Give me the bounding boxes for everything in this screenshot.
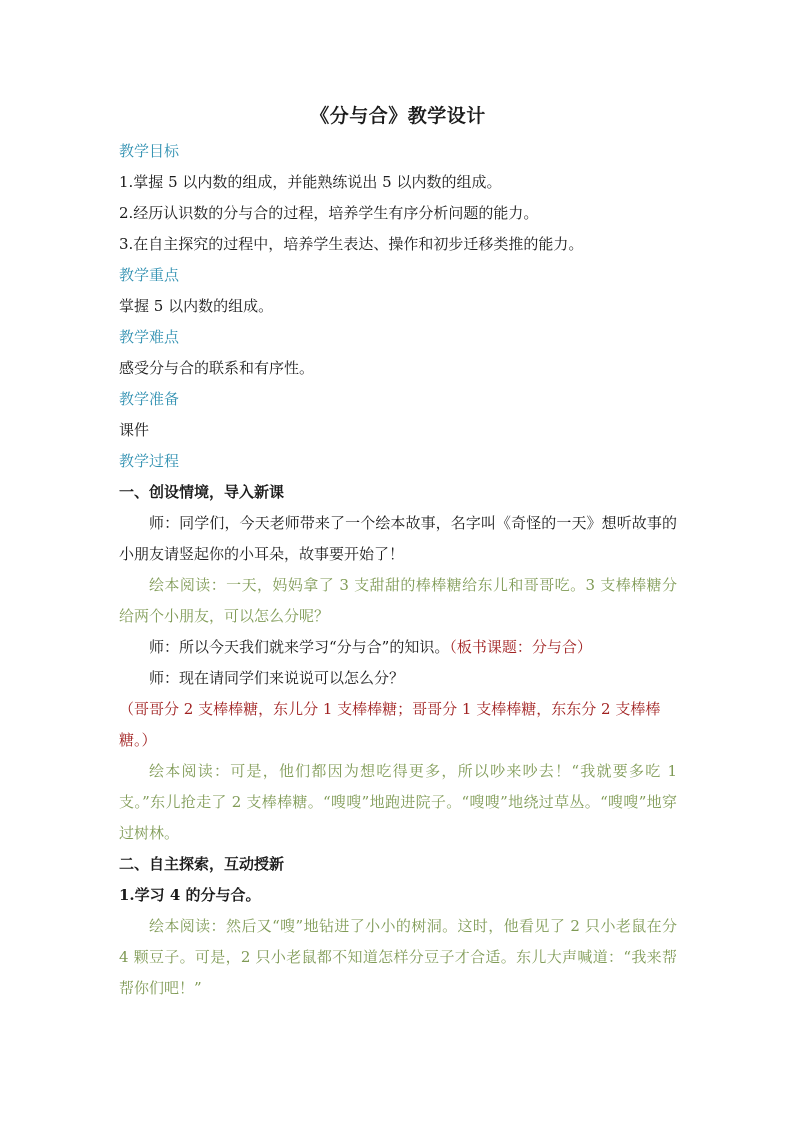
part2-subheading: 1.学习 4 的分与合。 [119,886,261,904]
key-points-heading: 教学重点 [119,266,180,284]
difficulty-text: 感受分与合的联系和有序性。 [119,359,315,377]
process-heading: 教学过程 [119,452,180,470]
difficulty-heading: 教学难点 [119,328,180,346]
story-paragraph: 绘本阅读：可是，他们都因为想吃得更多，所以吵来吵去！“我就要多吃 1 支。”东儿抢走了 2 支棒棒糖。“嗖嗖”地跑进院子。“嗖嗖”地绕过草丛。“嗖嗖”地穿过树林。 [119,762,677,842]
objectives-heading: 教学目标 [119,142,180,160]
key-points-text: 掌握 5 以内数的组成。 [119,297,274,315]
part1-heading: 一、创设情境，导入新课 [119,483,285,501]
teacher-topic-paragraph [119,632,677,663]
student-answer-paragraph: （哥哥分 2 支棒棒糖，东儿分 1 支棒棒糖；哥哥分 1 支棒棒糖，东东分 2 支棒棒糖。） [119,700,661,749]
teacher-question-paragraph: 师：现在请同学们来说说可以怎么分？ [149,669,405,687]
preparation-text: 课件 [119,421,150,439]
teacher-topic-text: 师：所以今天我们就来学习“分与合”的知识。 [149,638,450,656]
objective-item: 2.经历认识数的分与合的过程，培养学生有序分析问题的能力。 [119,204,539,222]
document-page [119,100,677,1004]
objective-item: 1.掌握 5 以内数的组成，并能熟练说出 5 以内数的组成。 [119,173,502,191]
document-title: 《分与合》教学设计 [310,105,486,127]
objective-item: 3.在自主探究的过程中，培养学生表达、操作和初步迁移类推的能力。 [119,235,584,253]
story-paragraph: 绘本阅读：然后又“嗖”地钻进了小小的树洞。这时，他看见了 2 只小老鼠在分 4 颗豆子。可是，2 只小老鼠都不知道怎样分豆子才合适。东儿大声喊道：“我来帮帮你们吧！” [119,917,677,997]
story-paragraph: 绘本阅读：一天，妈妈拿了 3 支甜甜的棒棒糖给东儿和哥哥吃。3 支棒棒糖分给两个小朋友，可以怎么分呢？ [119,576,677,625]
preparation-heading: 教学准备 [119,390,180,408]
part2-heading: 二、自主探索，互动授新 [119,855,285,873]
blackboard-note: （板书课题：分与合） [449,638,592,656]
teacher-intro-paragraph: 师：同学们，今天老师带来了一个绘本故事，名字叫《奇怪的一天》想听故事的小朋友请竖起你的小耳朵，故事要开始了！ [119,514,677,563]
